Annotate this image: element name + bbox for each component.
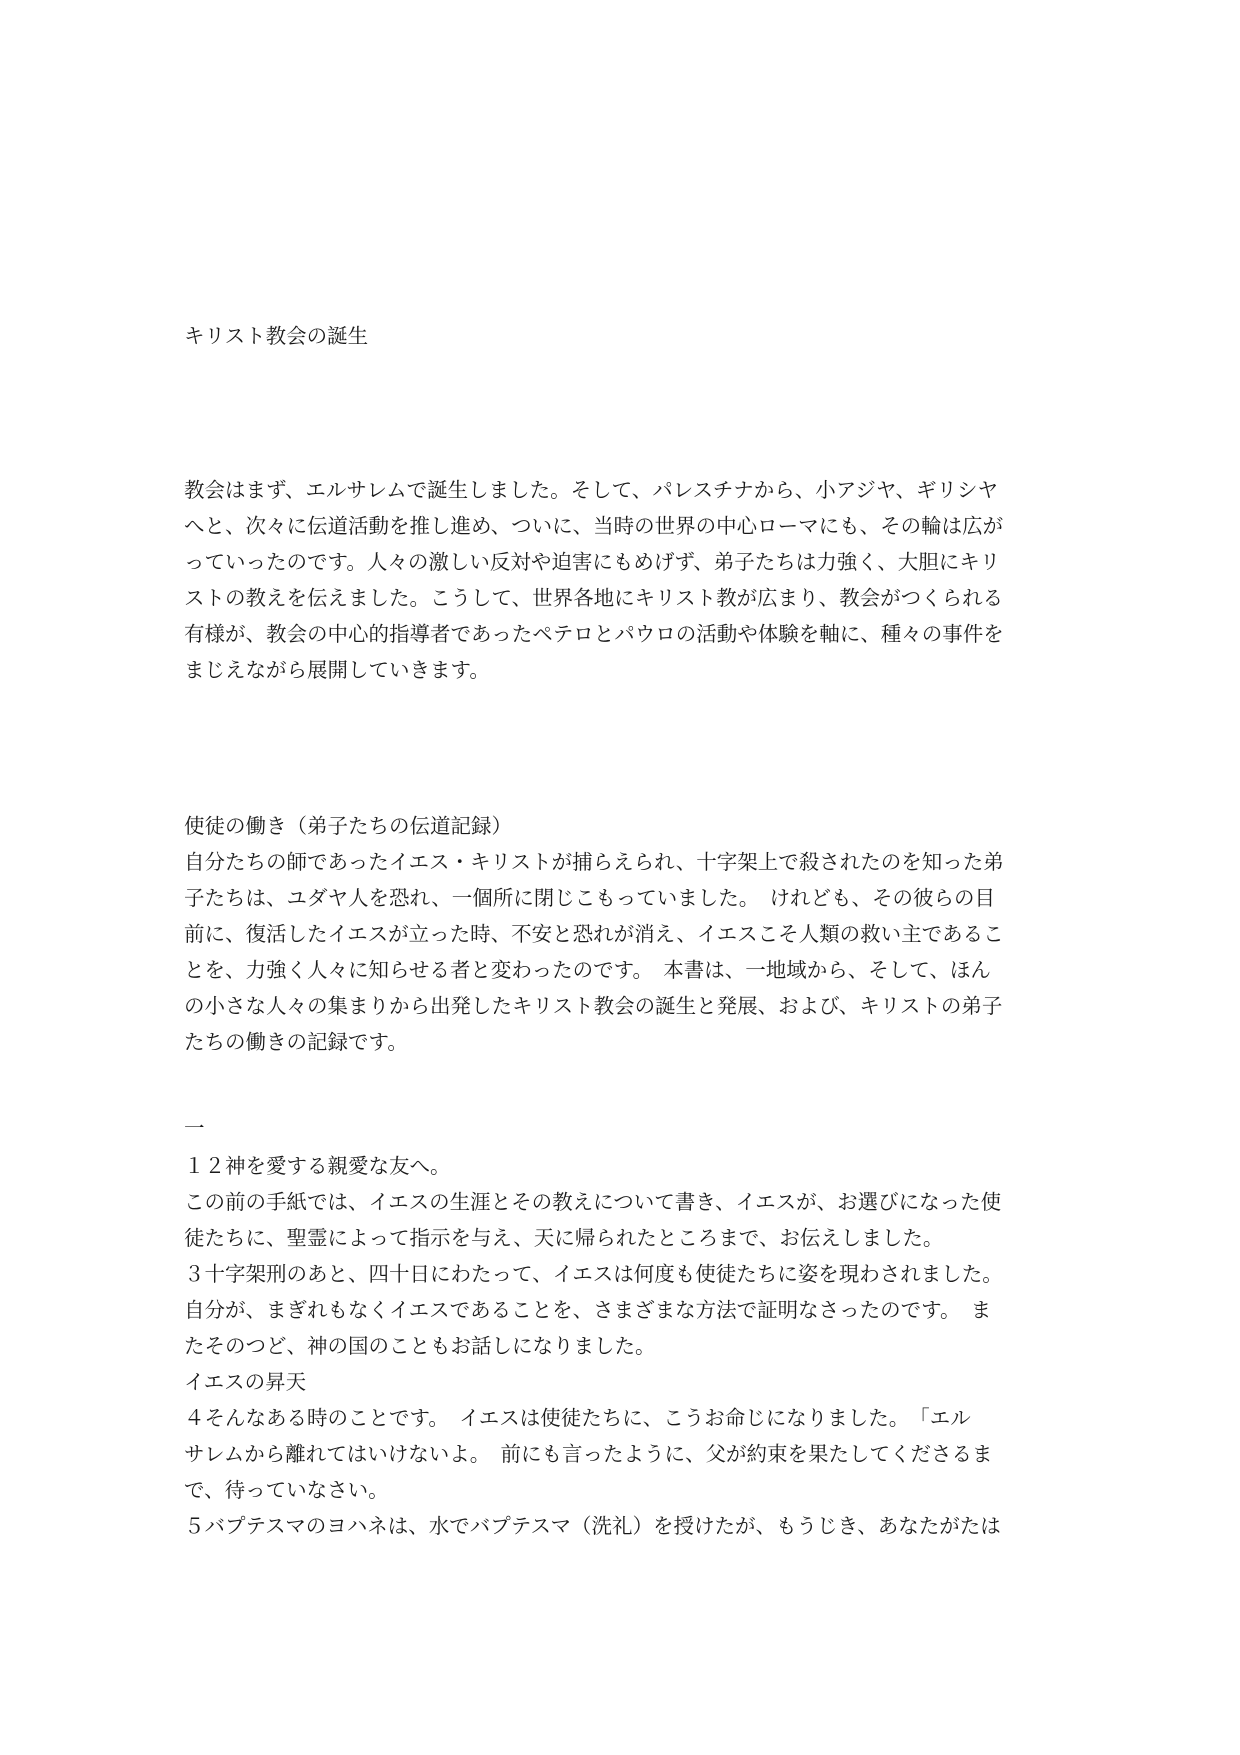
intro-line: 教会はまず、エルサレムで誕生しました。そして、パレスチナから、小アジヤ、ギリシヤ [184, 478, 999, 502]
verse-line: 自分が、まぎれもなくイエスであることを、さまざまな方法で証明なさったのです。 ま [184, 1298, 992, 1322]
verse-line: サレムから離れてはいけないよ。 前にも言ったように、父が約束を果たしてくださるま [184, 1442, 993, 1466]
intro-line: まじえながら展開していきます。 [184, 658, 490, 682]
verse-line: ４そんなある時のことです。 イエスは使徒たちに、こうお命じになりました。 「エル [184, 1406, 971, 1430]
verse-line: １２神を愛する親愛な友へ。 [184, 1154, 451, 1178]
summary-line: 子たちは、ユダヤ人を恐れ、一個所に閉じこもっていました。 けれども、その彼らの目 [184, 886, 995, 910]
chapter-number: 一 [184, 1116, 205, 1140]
verse-line: この前の手紙では、イエスの生涯とその教えについて書き、イエスが、お選びになった使 [184, 1190, 1002, 1214]
intro-line: っていったのです。人々の激しい反対や迫害にもめげず、弟子たちは力強く、大胆にキリ [184, 550, 1001, 574]
verse-line: たそのつど、神の国のこともお話しになりました。 [184, 1334, 656, 1358]
verse-line: 徒たちに、聖霊によって指示を与え、天に帰られたところまで、お伝えしました。 [184, 1226, 944, 1250]
summary-line: の小さな人々の集まりから出発したキリスト教会の誕生と発展、および、キリストの弟子 [184, 994, 1003, 1018]
verse-line: で、待っていなさい。 [184, 1478, 389, 1502]
verse-line: ３十字架刑のあと、四十日にわたって、イエスは何度も使徒たちに姿を現わされました。 [184, 1262, 1003, 1286]
intro-line: 有様が、教会の中心的指導者であったペテロとパウロの活動や体験を軸に、種々の事件を [184, 622, 1004, 646]
summary-line: とを、力強く人々に知らせる者と変わったのです。 本書は、一地域から、そして、ほん [184, 958, 991, 982]
summary-line: 自分たちの師であったイエス・キリストが捕らえられ、十字架上で殺されたのを知った弟 [184, 850, 1004, 874]
section-heading: 使徒の働き（弟子たちの伝道記録） [184, 814, 512, 838]
intro-line: ストの教えを伝えました。こうして、世界各地にキリスト教が広まり、教会がつくられる [184, 586, 1004, 610]
summary-line: たちの働きの記録です。 [184, 1030, 408, 1054]
document-title: キリスト教会の誕生 [184, 324, 369, 348]
summary-line: 前に、復活したイエスが立った時、不安と恐れが消え、イエスこそ人類の救い主であるこ [184, 922, 1004, 946]
subheading-ascension: イエスの昇天 [184, 1370, 307, 1394]
intro-line: へと、次々に伝道活動を推し進め、ついに、当時の世界の中心ローマにも、その輪は広が [184, 514, 1004, 538]
verse-line: ５バプテスマのヨハネは、水でバプテスマ（洗礼）を授けたが、もうじき、あなたがたは [184, 1514, 1001, 1538]
